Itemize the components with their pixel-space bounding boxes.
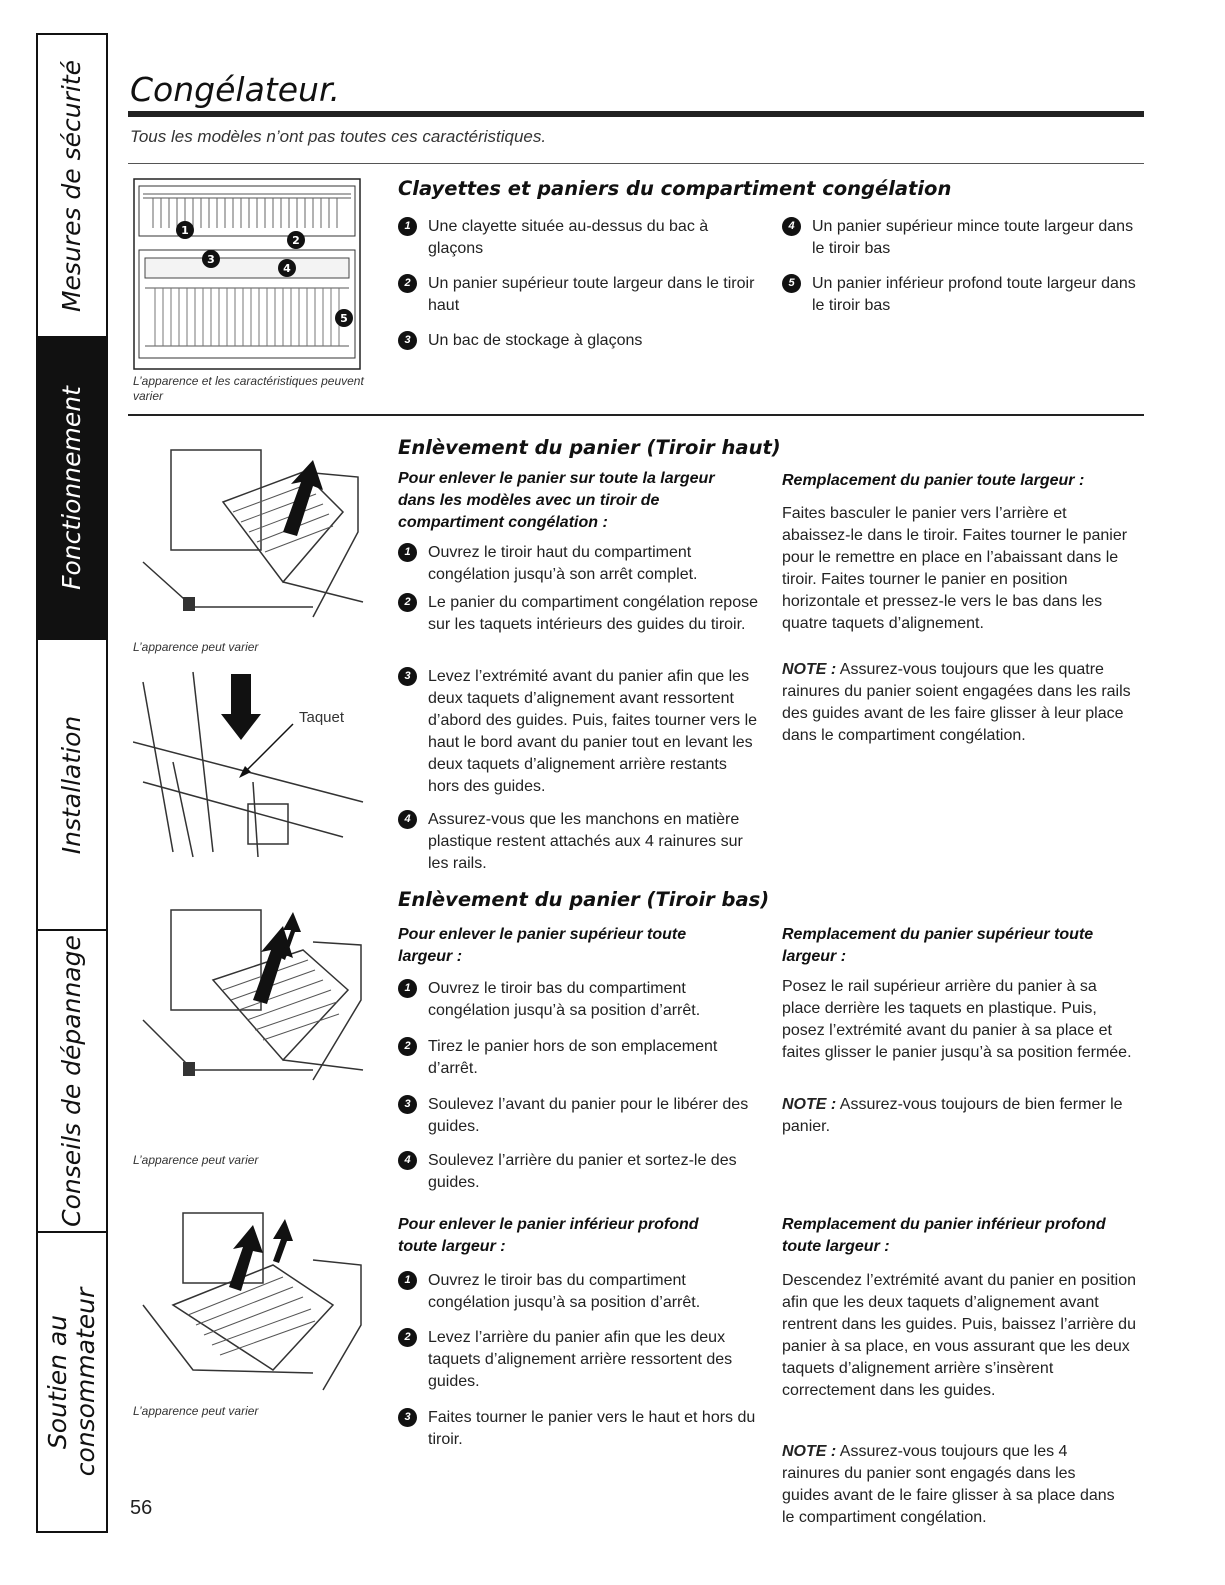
- page-subtitle: Tous les modèles n’ont pas toutes ces caractéristiques.: [130, 127, 547, 146]
- subheading: Remplacement du panier supérieur toute largeur :: [782, 926, 1094, 965]
- figure-marker-label: 1: [181, 224, 189, 237]
- tab-conseils-de-depannage[interactable]: [38, 931, 106, 1233]
- list-item: 3 Soulevez l’avant du panier pour le libérer des guides.: [428, 1094, 758, 1138]
- list-item: 4 Soulevez l’arrière du panier et sortez-le des guides.: [428, 1150, 758, 1194]
- step-number: 1: [398, 543, 417, 562]
- deep-basket-illustration: [133, 1205, 371, 1395]
- section-heading: Enlèvement du panier (Tiroir haut): [398, 436, 781, 459]
- figure-marker-label: 5: [340, 312, 348, 325]
- list-item: 1 Ouvrez le tiroir bas du compartiment congélation jusqu’à sa position d’arrêt.: [428, 978, 758, 1022]
- note-label: NOTE :: [782, 661, 837, 678]
- list-item: 3 Levez l’extrémité avant du panier afin que les deux taquets d’alignement avant ressortent d’abord des guides. Puis, faites tourner vers le haut le bord avant du panier tout en levant les deux taquets d’alignement arrière restants hors des guides.: [428, 666, 758, 798]
- step-number: 3: [398, 667, 417, 686]
- tab-soutien-au-consommateur[interactable]: [38, 1233, 106, 1531]
- paragraph: Descendez l’extrémité avant du panier en position afin que les deux taquets d’alignement avant rentrent dans les guides. Puis, baissez l’arrière du panier à sa place, en vous assurant que les deux taquets d’alignement arrière s’insèrent correctement dans les guides.: [782, 1272, 1136, 1399]
- page-number: 56: [130, 1497, 153, 1519]
- top-drawer-illustration: [133, 432, 371, 632]
- tab-label: Installation: [57, 715, 86, 854]
- list-item: 4 Assurez-vous que les manchons en matière plastique restent attachés aux 4 rainures sur les rails.: [428, 809, 758, 875]
- tab-fonctionnement[interactable]: [38, 338, 106, 640]
- list-item: 2 Levez l’arrière du panier afin que les deux taquets d’alignement arrière ressortent des guides.: [428, 1327, 758, 1393]
- tab-label: Mesures de sécurité: [57, 59, 86, 312]
- taquet-detail-illustration: [133, 662, 371, 858]
- tab-label: Soutien au consommateur: [43, 1287, 100, 1477]
- figure-caption: L’apparence peut varier: [133, 1404, 259, 1418]
- subheading: Remplacement du panier toute largeur :: [782, 472, 1085, 489]
- step-number: 1: [398, 979, 417, 998]
- paragraph: Faites basculer le panier vers l’arrière et abaissez-le dans le tiroir. Faites tourner le panier pour le remettre en place en l’abaissant dans le tiroir. Faites tourner le panier en position horizontale et pressez-le vers le bas dans les quatre taquets d’alignement.: [782, 505, 1128, 632]
- page-title: Congélateur.: [130, 70, 340, 109]
- list-item: 1 Ouvrez le tiroir bas du compartiment congélation jusqu’à sa position d’arrêt.: [428, 1270, 758, 1314]
- list-item: 1 Ouvrez le tiroir haut du compartiment congélation jusqu’à son arrêt complet.: [428, 542, 758, 586]
- list-item: 5 Un panier inférieur profond toute largeur dans le tiroir bas: [812, 273, 1142, 317]
- note: NOTE : Assurez-vous toujours de bien fermer le panier.: [782, 1096, 1123, 1135]
- step-number: 2: [398, 593, 417, 612]
- paragraph: Posez le rail supérieur arrière du panier à sa place derrière les taquets en plastique. Puis, posez l’extrémité avant du panier à sa place et faites glisser le panier jusqu’à sa position fermée.: [782, 978, 1132, 1061]
- note-label: NOTE :: [782, 1443, 837, 1460]
- step-number: 3: [398, 331, 417, 350]
- list-item: 2 Un panier supérieur toute largeur dans le tiroir haut: [428, 273, 758, 317]
- figure-marker-label: 4: [283, 262, 291, 275]
- figure-marker-label: 2: [292, 234, 300, 247]
- subheading: Pour enlever le panier sur toute la largeur dans les modèles avec un tiroir de compartiment congélation :: [398, 470, 715, 531]
- step-number: 2: [398, 1328, 417, 1347]
- section-heading: Clayettes et paniers du compartiment congélation: [398, 177, 952, 200]
- step-number: 4: [782, 217, 801, 236]
- step-number: 4: [398, 1151, 417, 1170]
- step-number: 2: [398, 274, 417, 293]
- tab-installation[interactable]: [38, 640, 106, 931]
- taquet-label: Taquet: [299, 709, 345, 726]
- note-label: NOTE :: [782, 1096, 837, 1113]
- step-number: 3: [398, 1095, 417, 1114]
- step-number: 4: [398, 810, 417, 829]
- tab-mesures-de-securite[interactable]: [38, 35, 106, 338]
- subheading: Remplacement du panier inférieur profond toute largeur :: [782, 1216, 1106, 1255]
- freezer-diagram: [133, 178, 361, 370]
- divider: [128, 163, 1144, 164]
- figure-caption: L’apparence et les caractéristiques peuvent varier: [133, 374, 364, 403]
- step-number: 3: [398, 1408, 417, 1427]
- subheading: Pour enlever le panier inférieur profond toute largeur :: [398, 1216, 699, 1255]
- list-item: 4 Un panier supérieur mince toute largeur dans le tiroir bas: [812, 216, 1142, 260]
- list-item: 3 Faites tourner le panier vers le haut et hors du tiroir.: [428, 1407, 758, 1451]
- list-item: 2 Tirez le panier hors de son emplacement d’arrêt.: [428, 1036, 758, 1080]
- list-item: 3 Un bac de stockage à glaçons: [428, 330, 758, 352]
- bottom-drawer-illustration: [133, 890, 371, 1090]
- step-number: 2: [398, 1037, 417, 1056]
- note: NOTE : Assurez-vous toujours que les 4 rainures du panier sont engagés dans les guides avant de le faire glisser à sa place dans le compartiment congélation.: [782, 1443, 1115, 1526]
- tab-label: Fonctionnement: [57, 386, 86, 590]
- figure-caption: L’apparence peut varier: [133, 640, 259, 654]
- section-tabs: [36, 33, 108, 1533]
- step-number: 5: [782, 274, 801, 293]
- figure-marker-label: 3: [207, 253, 215, 266]
- list-item: 2 Le panier du compartiment congélation repose sur les taquets intérieurs des guides du tiroir.: [428, 592, 758, 636]
- tab-label: Conseils de dépannage: [57, 935, 86, 1227]
- divider: [128, 414, 1144, 416]
- title-divider: [128, 111, 1144, 117]
- step-number: 1: [398, 217, 417, 236]
- step-number: 1: [398, 1271, 417, 1290]
- list-item: 1 Une clayette située au-dessus du bac à glaçons: [428, 216, 758, 260]
- section-heading: Enlèvement du panier (Tiroir bas): [398, 888, 770, 911]
- figure-caption: L’apparence peut varier: [133, 1153, 259, 1167]
- note: NOTE : Assurez-vous toujours que les quatre rainures du panier soient engagées dans les rails des guides avant de les faire glisser à leur place dans le compartiment congélation.: [782, 661, 1131, 744]
- subheading: Pour enlever le panier supérieur toute largeur :: [398, 926, 687, 965]
